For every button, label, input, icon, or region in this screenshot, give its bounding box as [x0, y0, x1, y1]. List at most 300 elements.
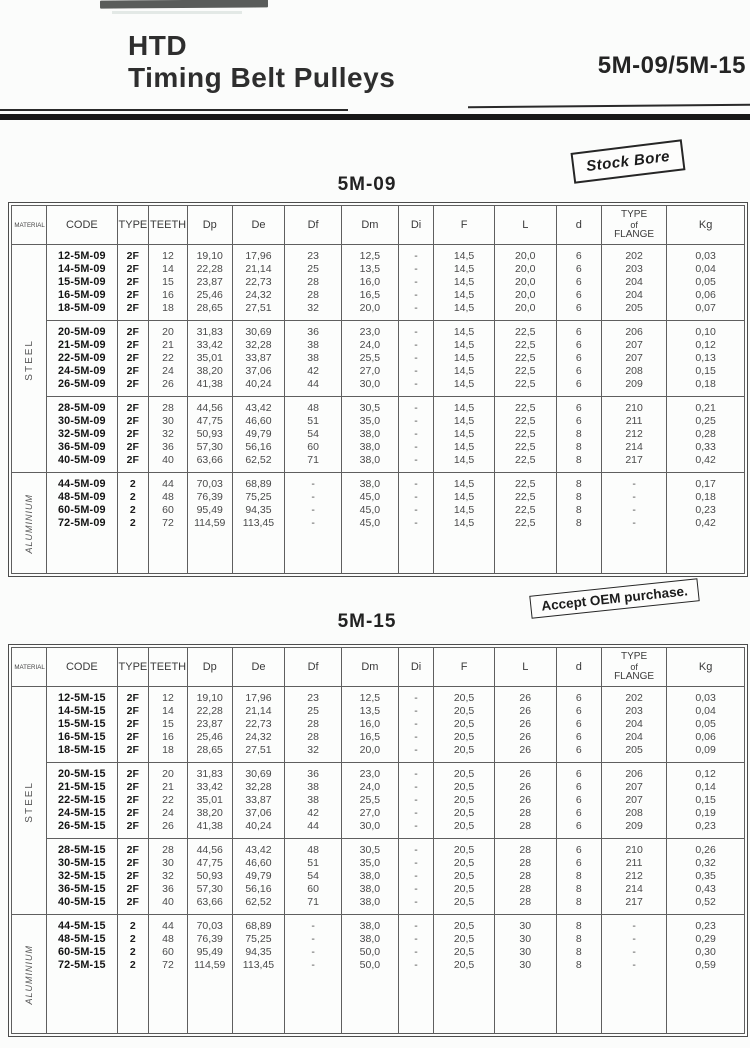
- value-cell: 28: [149, 839, 188, 858]
- value-cell: -: [601, 504, 666, 517]
- table-5m15: [11, 647, 745, 1034]
- col-header-dm: Dm: [341, 206, 398, 245]
- value-cell: 113,45: [232, 959, 285, 977]
- value-cell: 20,5: [434, 839, 495, 858]
- empty-cell: [341, 535, 398, 573]
- code-cell: 22-5M-15: [47, 794, 117, 807]
- value-cell: 71: [285, 896, 341, 915]
- code-cell: 18-5M-15: [47, 744, 117, 763]
- value-cell: 8: [556, 883, 601, 896]
- value-cell: 35,01: [187, 352, 232, 365]
- value-cell: -: [398, 289, 433, 302]
- value-cell: 2F: [117, 744, 149, 763]
- value-cell: 28: [494, 807, 556, 820]
- value-cell: 8: [556, 896, 601, 915]
- header-rule-thin-left: [0, 109, 348, 111]
- value-cell: 0,21: [667, 397, 745, 416]
- value-cell: 38: [285, 781, 341, 794]
- code-cell: 48-5M-09: [47, 491, 117, 504]
- value-cell: 22,5: [494, 473, 556, 492]
- value-cell: 0,29: [667, 933, 745, 946]
- value-cell: 40: [149, 454, 188, 473]
- value-cell: 27,51: [232, 744, 285, 763]
- value-cell: 6: [556, 763, 601, 782]
- col-header-material: MATERIAL: [12, 648, 45, 687]
- value-cell: 14,5: [434, 339, 495, 352]
- value-cell: 28,65: [187, 302, 232, 321]
- empty-cell: [117, 535, 149, 573]
- table-row: [12, 744, 745, 763]
- value-cell: 0,10: [667, 321, 745, 340]
- value-cell: 38,0: [341, 428, 398, 441]
- value-cell: -: [398, 857, 433, 870]
- table-row: [12, 276, 745, 289]
- code-cell: 30-5M-15: [47, 857, 117, 870]
- value-cell: 26: [494, 763, 556, 782]
- value-cell: 20,5: [434, 933, 495, 946]
- value-cell: 2F: [117, 870, 149, 883]
- value-cell: 0,05: [667, 276, 745, 289]
- value-cell: 0,18: [667, 378, 745, 397]
- value-cell: 23,0: [341, 321, 398, 340]
- value-cell: -: [285, 959, 341, 977]
- value-cell: 26: [494, 705, 556, 718]
- value-cell: 23,0: [341, 763, 398, 782]
- value-cell: 36: [149, 883, 188, 896]
- table-row: [12, 491, 745, 504]
- scan-artifact-bar: [100, 0, 268, 9]
- value-cell: -: [285, 946, 341, 959]
- value-cell: 72: [149, 517, 188, 535]
- table-row: [12, 365, 745, 378]
- value-cell: 2: [117, 473, 149, 492]
- value-cell: 20,5: [434, 946, 495, 959]
- material-label: STEEL: [23, 780, 35, 823]
- value-cell: 51: [285, 857, 341, 870]
- value-cell: 2F: [117, 807, 149, 820]
- table-row: [12, 820, 745, 839]
- value-cell: -: [398, 744, 433, 763]
- value-cell: 42: [285, 365, 341, 378]
- value-cell: -: [398, 794, 433, 807]
- value-cell: 26: [149, 820, 188, 839]
- page-title-line1: HTD: [128, 30, 188, 61]
- value-cell: 20,5: [434, 687, 495, 706]
- value-cell: 6: [556, 794, 601, 807]
- value-cell: 35,01: [187, 794, 232, 807]
- value-cell: -: [285, 517, 341, 535]
- value-cell: 24,32: [232, 289, 285, 302]
- value-cell: 38,0: [341, 915, 398, 934]
- col-header-material: MATERIAL: [12, 206, 45, 245]
- col-header-dp: Dp: [187, 648, 232, 687]
- value-cell: 204: [601, 276, 666, 289]
- value-cell: 114,59: [187, 959, 232, 977]
- value-cell: 22,5: [494, 454, 556, 473]
- value-cell: -: [398, 365, 433, 378]
- value-cell: -: [398, 441, 433, 454]
- value-cell: -: [398, 473, 433, 492]
- value-cell: 2F: [117, 839, 149, 858]
- value-cell: 38,0: [341, 933, 398, 946]
- table-row: [12, 933, 745, 946]
- value-cell: 38,0: [341, 870, 398, 883]
- value-cell: -: [398, 454, 433, 473]
- value-cell: 2: [117, 504, 149, 517]
- value-cell: 50,93: [187, 870, 232, 883]
- col-header-df: Df: [285, 648, 341, 687]
- value-cell: -: [398, 763, 433, 782]
- value-cell: -: [398, 933, 433, 946]
- material-cell: [12, 915, 47, 1034]
- value-cell: 6: [556, 744, 601, 763]
- empty-cell: [187, 977, 232, 1033]
- value-cell: 2F: [117, 289, 149, 302]
- code-cell: 72-5M-09: [47, 517, 117, 535]
- filler-row: [12, 977, 745, 1033]
- value-cell: 30: [494, 915, 556, 934]
- value-cell: 14,5: [434, 352, 495, 365]
- value-cell: 14,5: [434, 378, 495, 397]
- col-header-type: TYPE: [117, 648, 149, 687]
- value-cell: 211: [601, 415, 666, 428]
- value-cell: -: [601, 473, 666, 492]
- value-cell: 8: [556, 517, 601, 535]
- value-cell: 0,23: [667, 820, 745, 839]
- col-header-de: De: [232, 206, 285, 245]
- value-cell: 30: [494, 946, 556, 959]
- value-cell: 0,33: [667, 441, 745, 454]
- value-cell: 36: [285, 321, 341, 340]
- value-cell: 71: [285, 454, 341, 473]
- value-cell: 2: [117, 915, 149, 934]
- table-row: [12, 718, 745, 731]
- value-cell: 209: [601, 378, 666, 397]
- value-cell: -: [398, 276, 433, 289]
- value-cell: 13,5: [341, 263, 398, 276]
- value-cell: 6: [556, 321, 601, 340]
- value-cell: 44: [149, 473, 188, 492]
- col-header-dm: Dm: [341, 648, 398, 687]
- value-cell: 2F: [117, 352, 149, 365]
- value-cell: 15: [149, 276, 188, 289]
- value-cell: 38: [285, 794, 341, 807]
- table-row: [12, 883, 745, 896]
- value-cell: 22,5: [494, 339, 556, 352]
- value-cell: 0,17: [667, 473, 745, 492]
- value-cell: 2F: [117, 276, 149, 289]
- value-cell: -: [398, 959, 433, 977]
- value-cell: 43,42: [232, 839, 285, 858]
- value-cell: 20,5: [434, 883, 495, 896]
- value-cell: 6: [556, 718, 601, 731]
- table-row: [12, 807, 745, 820]
- value-cell: 15: [149, 718, 188, 731]
- material-label: ALUMINIUM: [23, 493, 34, 554]
- value-cell: -: [601, 915, 666, 934]
- value-cell: 38,0: [341, 473, 398, 492]
- value-cell: 38,20: [187, 807, 232, 820]
- value-cell: 208: [601, 807, 666, 820]
- value-cell: 46,60: [232, 415, 285, 428]
- empty-cell: [285, 977, 341, 1033]
- value-cell: 207: [601, 794, 666, 807]
- table-title-5m09: 5M-09: [337, 174, 397, 195]
- value-cell: 211: [601, 857, 666, 870]
- empty-cell: [556, 977, 601, 1033]
- value-cell: -: [398, 946, 433, 959]
- value-cell: 14,5: [434, 504, 495, 517]
- page-title: [128, 30, 395, 94]
- code-cell: 22-5M-09: [47, 352, 117, 365]
- value-cell: 95,49: [187, 504, 232, 517]
- value-cell: 2F: [117, 794, 149, 807]
- value-cell: 207: [601, 781, 666, 794]
- value-cell: 2F: [117, 883, 149, 896]
- value-cell: 6: [556, 302, 601, 321]
- value-cell: 20,0: [341, 744, 398, 763]
- table-row: [12, 339, 745, 352]
- value-cell: 22,5: [494, 428, 556, 441]
- table-5m09-wrapper: [8, 202, 748, 577]
- table-row: [12, 473, 745, 492]
- col-header-de: De: [232, 648, 285, 687]
- value-cell: 0,25: [667, 415, 745, 428]
- value-cell: 6: [556, 378, 601, 397]
- col-header-l: L: [494, 648, 556, 687]
- value-cell: 0,42: [667, 517, 745, 535]
- value-cell: -: [398, 731, 433, 744]
- header-rule-thick: [0, 114, 750, 120]
- value-cell: 0,09: [667, 744, 745, 763]
- value-cell: 20,0: [494, 289, 556, 302]
- table-row: [12, 839, 745, 858]
- value-cell: 204: [601, 731, 666, 744]
- value-cell: -: [398, 883, 433, 896]
- value-cell: 22,5: [494, 321, 556, 340]
- value-cell: 20,0: [494, 302, 556, 321]
- code-cell: 36-5M-15: [47, 883, 117, 896]
- empty-cell: [232, 977, 285, 1033]
- empty-cell: [47, 535, 117, 573]
- empty-cell: [398, 977, 433, 1033]
- empty-cell: [434, 977, 495, 1033]
- value-cell: 6: [556, 731, 601, 744]
- value-cell: 2F: [117, 763, 149, 782]
- table-row: [12, 441, 745, 454]
- value-cell: -: [601, 946, 666, 959]
- value-cell: 33,42: [187, 781, 232, 794]
- value-cell: 14,5: [434, 321, 495, 340]
- value-cell: 0,05: [667, 718, 745, 731]
- table-row: [12, 428, 745, 441]
- value-cell: 76,39: [187, 491, 232, 504]
- value-cell: 6: [556, 245, 601, 264]
- value-cell: 20,0: [494, 245, 556, 264]
- value-cell: 44: [149, 915, 188, 934]
- value-cell: 20,5: [434, 781, 495, 794]
- value-cell: 217: [601, 454, 666, 473]
- value-cell: 22,5: [494, 365, 556, 378]
- value-cell: -: [398, 896, 433, 915]
- code-cell: 15-5M-15: [47, 718, 117, 731]
- col-header-type: TYPE: [117, 206, 149, 245]
- value-cell: 60: [149, 946, 188, 959]
- value-cell: 14,5: [434, 441, 495, 454]
- value-cell: 2F: [117, 857, 149, 870]
- value-cell: 204: [601, 289, 666, 302]
- value-cell: 2F: [117, 339, 149, 352]
- value-cell: 38,20: [187, 365, 232, 378]
- value-cell: 48: [285, 397, 341, 416]
- value-cell: 2F: [117, 781, 149, 794]
- value-cell: 12: [149, 687, 188, 706]
- empty-cell: [187, 535, 232, 573]
- empty-cell: [117, 977, 149, 1033]
- value-cell: 94,35: [232, 504, 285, 517]
- table-row: [12, 705, 745, 718]
- value-cell: 6: [556, 352, 601, 365]
- value-cell: 27,0: [341, 365, 398, 378]
- value-cell: 0,23: [667, 504, 745, 517]
- oem-note-badge: Accept OEM purchase.: [529, 578, 700, 619]
- value-cell: 28: [494, 839, 556, 858]
- code-cell: 28-5M-09: [47, 397, 117, 416]
- col-header-code: CODE: [47, 648, 117, 687]
- value-cell: 209: [601, 820, 666, 839]
- value-cell: 25,5: [341, 794, 398, 807]
- value-cell: 8: [556, 946, 601, 959]
- value-cell: 202: [601, 687, 666, 706]
- col-header-d: d: [556, 648, 601, 687]
- value-cell: 2F: [117, 302, 149, 321]
- empty-cell: [667, 535, 745, 573]
- table-title-5m15: 5M-15: [337, 611, 397, 632]
- value-cell: 22,5: [494, 517, 556, 535]
- value-cell: -: [398, 705, 433, 718]
- value-cell: 8: [556, 441, 601, 454]
- value-cell: 22,5: [494, 491, 556, 504]
- value-cell: 114,59: [187, 517, 232, 535]
- value-cell: 24,32: [232, 731, 285, 744]
- value-cell: 2F: [117, 263, 149, 276]
- value-cell: 20: [149, 321, 188, 340]
- value-cell: 20,5: [434, 857, 495, 870]
- value-cell: 208: [601, 365, 666, 378]
- value-cell: 36: [285, 763, 341, 782]
- value-cell: 203: [601, 263, 666, 276]
- value-cell: 21,14: [232, 263, 285, 276]
- value-cell: 18: [149, 302, 188, 321]
- value-cell: 0,28: [667, 428, 745, 441]
- value-cell: 20,5: [434, 896, 495, 915]
- col-header-kg: Kg: [667, 648, 745, 687]
- value-cell: 2F: [117, 378, 149, 397]
- value-cell: 0,42: [667, 454, 745, 473]
- table-row: [12, 731, 745, 744]
- value-cell: 14,5: [434, 365, 495, 378]
- scan-artifact-line: [112, 11, 242, 14]
- value-cell: 51: [285, 415, 341, 428]
- value-cell: 0,15: [667, 794, 745, 807]
- value-cell: 44,56: [187, 397, 232, 416]
- value-cell: 30,0: [341, 378, 398, 397]
- value-cell: 0,15: [667, 365, 745, 378]
- value-cell: 54: [285, 870, 341, 883]
- value-cell: 0,03: [667, 245, 745, 264]
- col-header-di: Di: [398, 206, 433, 245]
- code-cell: 24-5M-15: [47, 807, 117, 820]
- value-cell: 0,03: [667, 687, 745, 706]
- value-cell: 6: [556, 820, 601, 839]
- value-cell: 21,14: [232, 705, 285, 718]
- col-header-dp: Dp: [187, 206, 232, 245]
- value-cell: 212: [601, 870, 666, 883]
- table-row: [12, 263, 745, 276]
- value-cell: 14,5: [434, 276, 495, 289]
- value-cell: 22,73: [232, 718, 285, 731]
- value-cell: 30: [149, 857, 188, 870]
- value-cell: 113,45: [232, 517, 285, 535]
- value-cell: 2F: [117, 245, 149, 264]
- empty-cell: [494, 977, 556, 1033]
- value-cell: 70,03: [187, 915, 232, 934]
- model-range: 5M-09/5M-15: [597, 52, 746, 79]
- material-cell: [12, 687, 47, 915]
- value-cell: 30,5: [341, 397, 398, 416]
- value-cell: 2F: [117, 428, 149, 441]
- value-cell: 19,10: [187, 687, 232, 706]
- empty-cell: [47, 977, 117, 1033]
- value-cell: 50,93: [187, 428, 232, 441]
- value-cell: 212: [601, 428, 666, 441]
- col-header-kg: Kg: [667, 206, 745, 245]
- value-cell: 14,5: [434, 263, 495, 276]
- value-cell: 30,69: [232, 321, 285, 340]
- value-cell: 28: [149, 397, 188, 416]
- value-cell: 47,75: [187, 415, 232, 428]
- value-cell: 6: [556, 807, 601, 820]
- value-cell: 0,43: [667, 883, 745, 896]
- value-cell: -: [398, 781, 433, 794]
- value-cell: 206: [601, 763, 666, 782]
- value-cell: 40,24: [232, 378, 285, 397]
- value-cell: 205: [601, 302, 666, 321]
- empty-cell: [398, 535, 433, 573]
- value-cell: 45,0: [341, 504, 398, 517]
- value-cell: 8: [556, 870, 601, 883]
- value-cell: 76,39: [187, 933, 232, 946]
- value-cell: 12: [149, 245, 188, 264]
- code-cell: 36-5M-09: [47, 441, 117, 454]
- value-cell: 20,5: [434, 744, 495, 763]
- value-cell: 24,0: [341, 339, 398, 352]
- value-cell: 28: [494, 883, 556, 896]
- value-cell: -: [398, 718, 433, 731]
- value-cell: 0,19: [667, 807, 745, 820]
- code-cell: 14-5M-15: [47, 705, 117, 718]
- value-cell: 8: [556, 915, 601, 934]
- table-row: [12, 915, 745, 934]
- value-cell: 26: [494, 781, 556, 794]
- value-cell: 20: [149, 763, 188, 782]
- table-5m09: [11, 205, 745, 574]
- code-cell: 21-5M-09: [47, 339, 117, 352]
- value-cell: 32,28: [232, 339, 285, 352]
- value-cell: 25,46: [187, 289, 232, 302]
- table-row: [12, 870, 745, 883]
- value-cell: 22,5: [494, 397, 556, 416]
